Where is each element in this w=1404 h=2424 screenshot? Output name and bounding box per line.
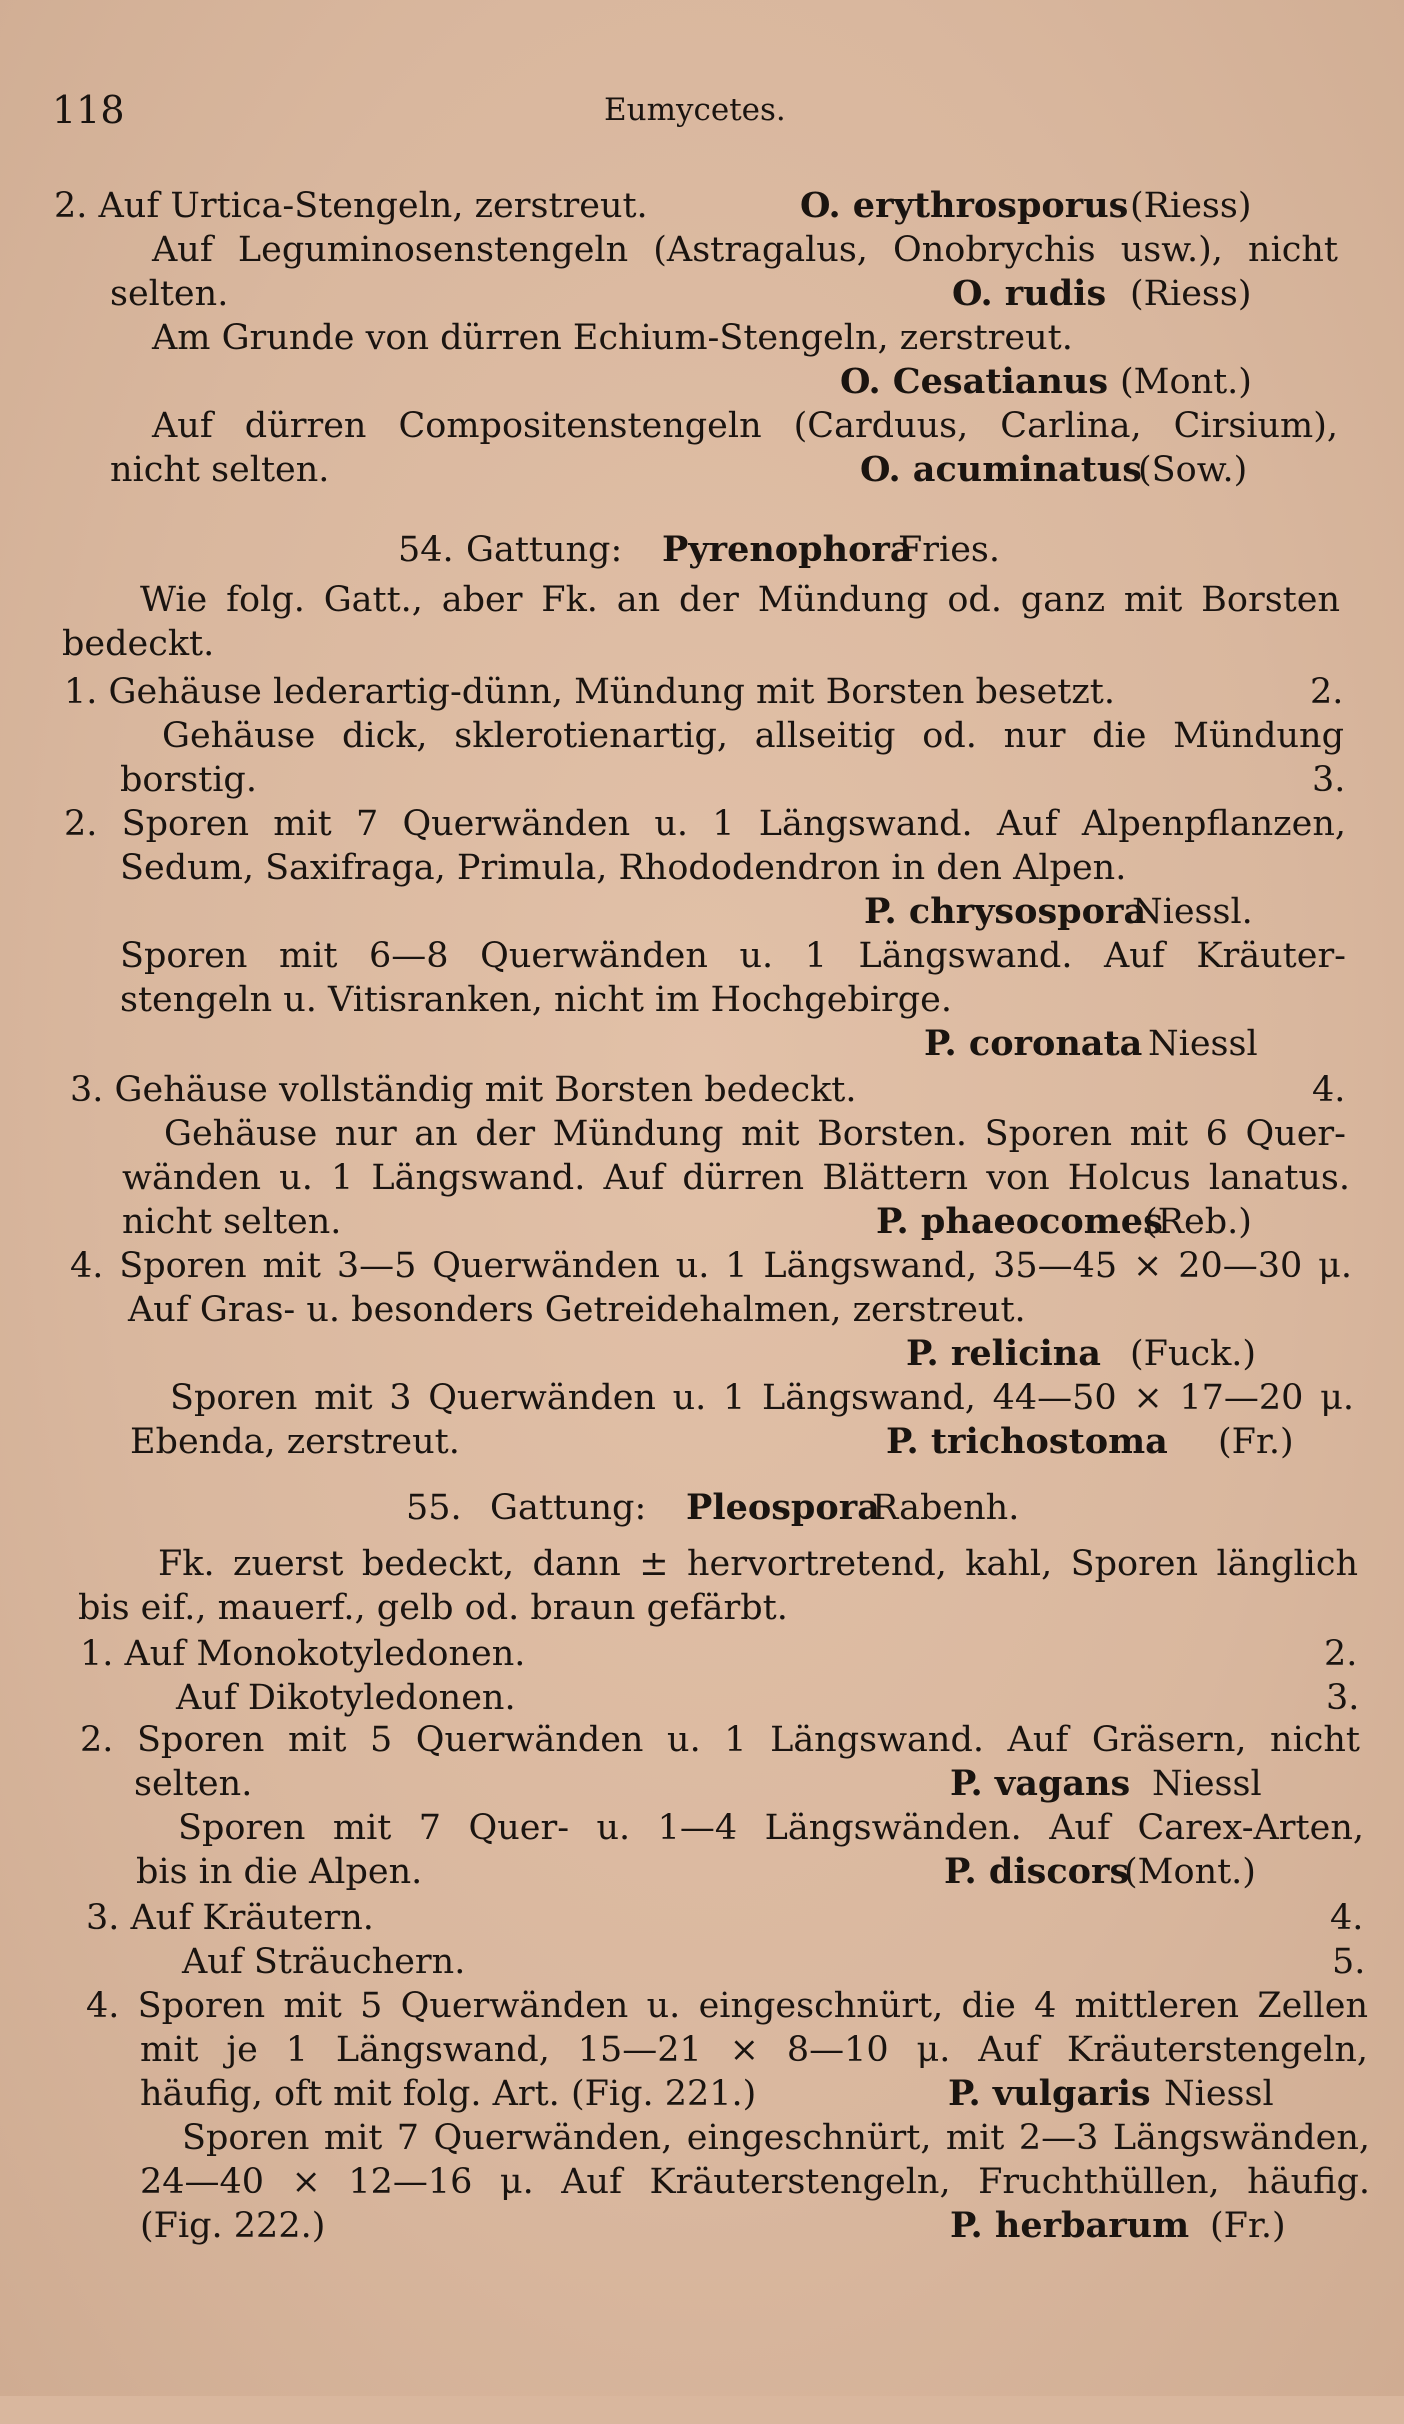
key-line: Auf Leguminosenstengeln (Astragalus, Onobrychis usw.), nicht bbox=[152, 230, 1338, 270]
key-line: 24—40 × 12—16 μ. Auf Kräuterstengeln, Fruchthüllen, häufig. bbox=[140, 2162, 1370, 2202]
key-line: 1. Auf Monokotyledonen. 2. bbox=[80, 1634, 1358, 1674]
species-author: Niessl bbox=[1164, 2074, 1274, 2114]
key-line bbox=[0, 890, 1404, 934]
key-line: 2. Sporen mit 5 Querwänden u. 1 Längswand. Auf Gräsern, nicht bbox=[80, 1720, 1360, 1760]
species-name: P. vagans bbox=[950, 1763, 1131, 1804]
key-line: borstig. 3. bbox=[120, 760, 1346, 800]
key-line: selten. P. vagans Niessl bbox=[134, 1763, 1262, 1804]
species-name: P. relicina bbox=[906, 1333, 1101, 1374]
genus-heading: 55. Gattung: Pleospora Rabenh. bbox=[406, 1487, 1020, 1528]
key-line: 3. Auf Kräutern. 4. bbox=[86, 1898, 1364, 1938]
genus-intro: bis eif., mauerf., gelb od. braun gefärbt. bbox=[78, 1588, 788, 1628]
key-reference: 4. bbox=[1312, 1070, 1346, 1110]
key-line: nicht selten. O. acuminatus (Sow.) bbox=[110, 449, 1248, 490]
key-reference: 2. bbox=[1324, 1634, 1358, 1674]
key-line: 4. Sporen mit 5 Querwänden u. eingeschnürt, die 4 mittleren Zellen bbox=[86, 1986, 1368, 2026]
species-author: Niessl bbox=[1148, 1024, 1258, 1064]
key-line bbox=[0, 1332, 1404, 1376]
species-name: P. discors bbox=[944, 1851, 1130, 1892]
species-author: Niessl. bbox=[1132, 892, 1253, 932]
key-line: Sporen mit 7 Querwänden, eingeschnürt, mit 2—3 Längswänden, bbox=[182, 2118, 1370, 2158]
key-line: (Fig. 222.) P. herbarum (Fr.) bbox=[140, 2205, 1286, 2246]
key-line: häufig, oft mit folg. Art. (Fig. 221.) P. vulgaris Niessl bbox=[140, 2073, 1274, 2114]
genus-heading: 54. Gattung: Pyrenophora Fries. bbox=[398, 529, 1001, 570]
key-line: Auf Gras- u. besonders Getreidehalmen, zerstreut. bbox=[128, 1290, 1026, 1330]
genus-name: Pyrenophora bbox=[662, 529, 913, 570]
key-line: stengeln u. Vitisranken, nicht im Hochgebirge. bbox=[120, 980, 952, 1020]
species-author: (Fr.) bbox=[1210, 2206, 1286, 2246]
key-line: Sedum, Saxifraga, Primula, Rhododendron in den Alpen. bbox=[120, 848, 1127, 888]
key-line: 1. Gehäuse lederartig-dünn, Mündung mit Borsten besetzt. 2. bbox=[64, 672, 1344, 712]
key-line: 3. Gehäuse vollständig mit Borsten bedeckt. 4. bbox=[70, 1070, 1346, 1110]
species-author: (Reb.) bbox=[1144, 1202, 1252, 1242]
species-author: (Sow.) bbox=[1138, 450, 1248, 490]
key-reference: 3. bbox=[1326, 1678, 1360, 1718]
species-author: (Fuck.) bbox=[1130, 1334, 1257, 1374]
genus-name: Pleospora bbox=[686, 1487, 880, 1528]
key-reference: 4. bbox=[1330, 1898, 1364, 1938]
key-line: Sporen mit 6—8 Querwänden u. 1 Längswand. Auf Kräuter- bbox=[120, 936, 1346, 976]
species-author: (Riess) bbox=[1130, 186, 1252, 226]
key-line: nicht selten. P. phaeocomes (Reb.) bbox=[122, 1201, 1252, 1242]
key-reference: 3. bbox=[1312, 760, 1346, 800]
genus-intro: Wie folg. Gatt., aber Fk. an der Mündung od. ganz mit Borsten bbox=[140, 580, 1340, 620]
running-title: Eumycetes. bbox=[604, 92, 786, 128]
key-line: mit je 1 Längswand, 15—21 × 8—10 μ. Auf Kräuterstengeln, bbox=[140, 2030, 1368, 2070]
key-line: Am Grunde von dürren Echium-Stengeln, zerstreut. bbox=[152, 318, 1073, 358]
species-name: O. Cesatianus bbox=[840, 361, 1109, 402]
key-reference: 5. bbox=[1332, 1942, 1366, 1982]
key-line: Sporen mit 7 Quer- u. 1—4 Längswänden. Auf Carex-Arten, bbox=[178, 1808, 1364, 1848]
species-author: (Mont.) bbox=[1124, 1852, 1256, 1892]
genus-author: Rabenh. bbox=[872, 1488, 1020, 1528]
genus-author: Fries. bbox=[898, 530, 1001, 570]
key-line: Gehäuse nur an der Mündung mit Borsten. Sporen mit 6 Quer- bbox=[164, 1114, 1346, 1154]
running-header bbox=[0, 88, 1404, 132]
species-name: P. phaeocomes bbox=[876, 1201, 1163, 1242]
key-line: Auf dürren Compositenstengeln (Carduus, Carlina, Cirsium), bbox=[152, 406, 1338, 446]
genus-intro: bedeckt. bbox=[62, 624, 215, 664]
species-author: Niessl bbox=[1152, 1764, 1262, 1804]
species-name: O. acuminatus bbox=[860, 449, 1143, 490]
key-line: Ebenda, zerstreut. P. trichostoma (Fr.) bbox=[130, 1421, 1294, 1462]
species-name: P. herbarum bbox=[950, 2205, 1190, 2246]
species-name: O. erythrosporus bbox=[800, 185, 1129, 226]
key-line: 2. Sporen mit 7 Querwänden u. 1 Längswand. Auf Alpenpflanzen, bbox=[64, 804, 1346, 844]
key-line bbox=[0, 360, 1404, 404]
key-line bbox=[0, 1022, 1404, 1066]
key-line: 2. Auf Urtica-Stengeln, zerstreut. O. erythrosporus (Riess) bbox=[54, 185, 1252, 226]
species-name: P. vulgaris bbox=[948, 2073, 1151, 2114]
key-reference: 2. bbox=[1310, 672, 1344, 712]
key-line: selten. O. rudis (Riess) bbox=[110, 273, 1252, 314]
species-author: (Mont.) bbox=[1120, 362, 1252, 402]
page-number: 118 bbox=[52, 88, 125, 132]
key-line: bis in die Alpen. P. discors (Mont.) bbox=[136, 1851, 1256, 1892]
species-author: (Fr.) bbox=[1218, 1422, 1294, 1462]
genus-intro: Fk. zuerst bedeckt, dann ± hervortretend, kahl, Sporen länglich bbox=[158, 1544, 1358, 1584]
species-name: O. rudis bbox=[952, 273, 1107, 314]
key-line: 4. Sporen mit 3—5 Querwänden u. 1 Längswand, 35—45 × 20—30 μ. bbox=[70, 1246, 1352, 1286]
key-line: wänden u. 1 Längswand. Auf dürren Blättern von Holcus lanatus. bbox=[122, 1158, 1350, 1198]
key-line: Gehäuse dick, sklerotienartig, allseitig od. nur die Mündung bbox=[162, 716, 1344, 756]
species-name: P. coronata bbox=[924, 1023, 1143, 1064]
key-line: Auf Dikotyledonen. 3. bbox=[176, 1678, 1360, 1718]
species-name: P. trichostoma bbox=[886, 1421, 1168, 1462]
species-name: P. chrysospora bbox=[864, 891, 1147, 932]
key-line: Auf Sträuchern. 5. bbox=[182, 1942, 1366, 1982]
species-author: (Riess) bbox=[1130, 274, 1252, 314]
key-line: Sporen mit 3 Querwänden u. 1 Längswand, 44—50 × 17—20 μ. bbox=[170, 1378, 1354, 1418]
